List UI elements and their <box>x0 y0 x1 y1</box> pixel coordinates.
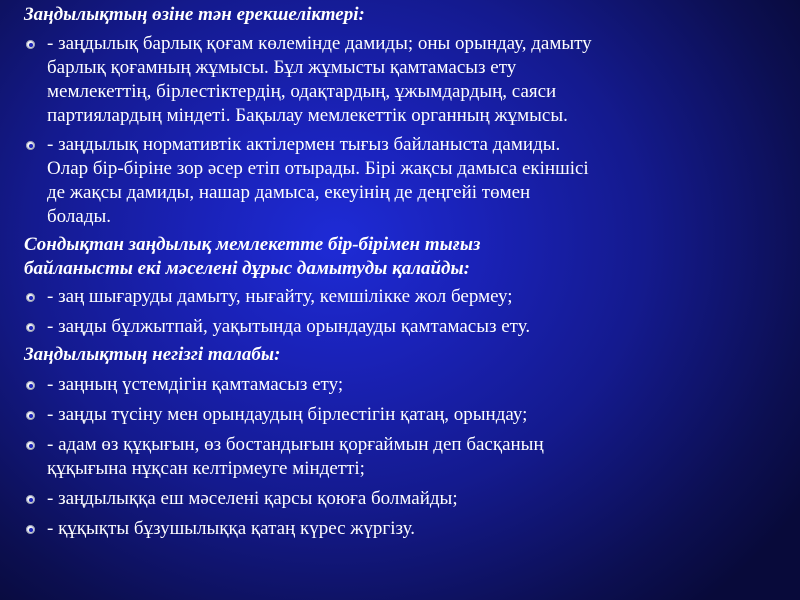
bullet-icon <box>26 381 35 390</box>
bullet-1-line-2: барлық қоғамның жұмысы. Бұл жұмысты қамтамасыз ету <box>47 57 517 78</box>
bullet-8: - заңдылыққа еш мәселені қарсы қоюға болмайды; <box>47 488 458 509</box>
bullet-1-line-3: мемлекеттің, бірлестіктердің, одақтардың, ұжымдардың, саяси <box>47 81 557 102</box>
bullet-5: - заңның үстемдігін қамтамасыз ету; <box>47 374 344 395</box>
bullet-2-line-4: болады. <box>47 206 112 227</box>
bullet-icon <box>26 40 35 49</box>
bullet-icon <box>26 441 35 450</box>
bullet-1-line-1: - заңдылық барлық қоғам көлемінде дамиды; оны орындау, дамыту <box>47 33 592 54</box>
bullet-icon <box>26 411 35 420</box>
bullet-1-line-4: партиялардың міндеті. Бақылау мемлекеттік органның жұмысы. <box>47 105 568 126</box>
bullet-icon <box>26 141 35 150</box>
bullet-icon <box>26 323 35 332</box>
bullet-4: - заңды бұлжытпай, уақытында орындауды қамтамасыз ету. <box>47 316 531 337</box>
bullet-2-line-2: Олар бір-біріне зор әсер етіп отырады. Бірі жақсы дамыса екіншісі <box>47 158 589 179</box>
heading-features: Заңдылықтың өзіне тән ерекшеліктері: <box>24 4 365 25</box>
heading-two-issues-line-2: байланысты екі мәселені дұрыс дамытуды қалайды: <box>24 258 470 279</box>
bullet-icon <box>26 525 35 534</box>
bullet-9: - құқықты бұзушылыққа қатаң күрес жүргізу. <box>47 518 415 539</box>
bullet-7-line-2: құқығына нұқсан келтірмеуге міндетті; <box>47 458 365 479</box>
bullet-7-line-1: - адам өз құқығын, өз бостандығын қорғаймын деп басқаның <box>47 434 544 455</box>
heading-two-issues-line-1: Сондықтан заңдылық мемлекетте бір-бірімен тығыз <box>24 234 481 255</box>
bullet-icon <box>26 293 35 302</box>
bullet-2-line-3: де жақсы дамиды, нашар дамыса, екеуінің де деңгейі төмен <box>47 182 531 203</box>
bullet-icon <box>26 495 35 504</box>
bullet-3: - заң шығаруды дамыту, нығайту, кемшілікке жол бермеу; <box>47 286 513 307</box>
heading-main-requirement: Заңдылықтың негізгі талабы: <box>24 344 281 365</box>
bullet-2-line-1: - заңдылық нормативтік актілермен тығыз байланыста дамиды. <box>47 134 561 155</box>
bullet-6: - заңды түсіну мен орындаудың бірлестігін қатаң, орындау; <box>47 404 528 425</box>
